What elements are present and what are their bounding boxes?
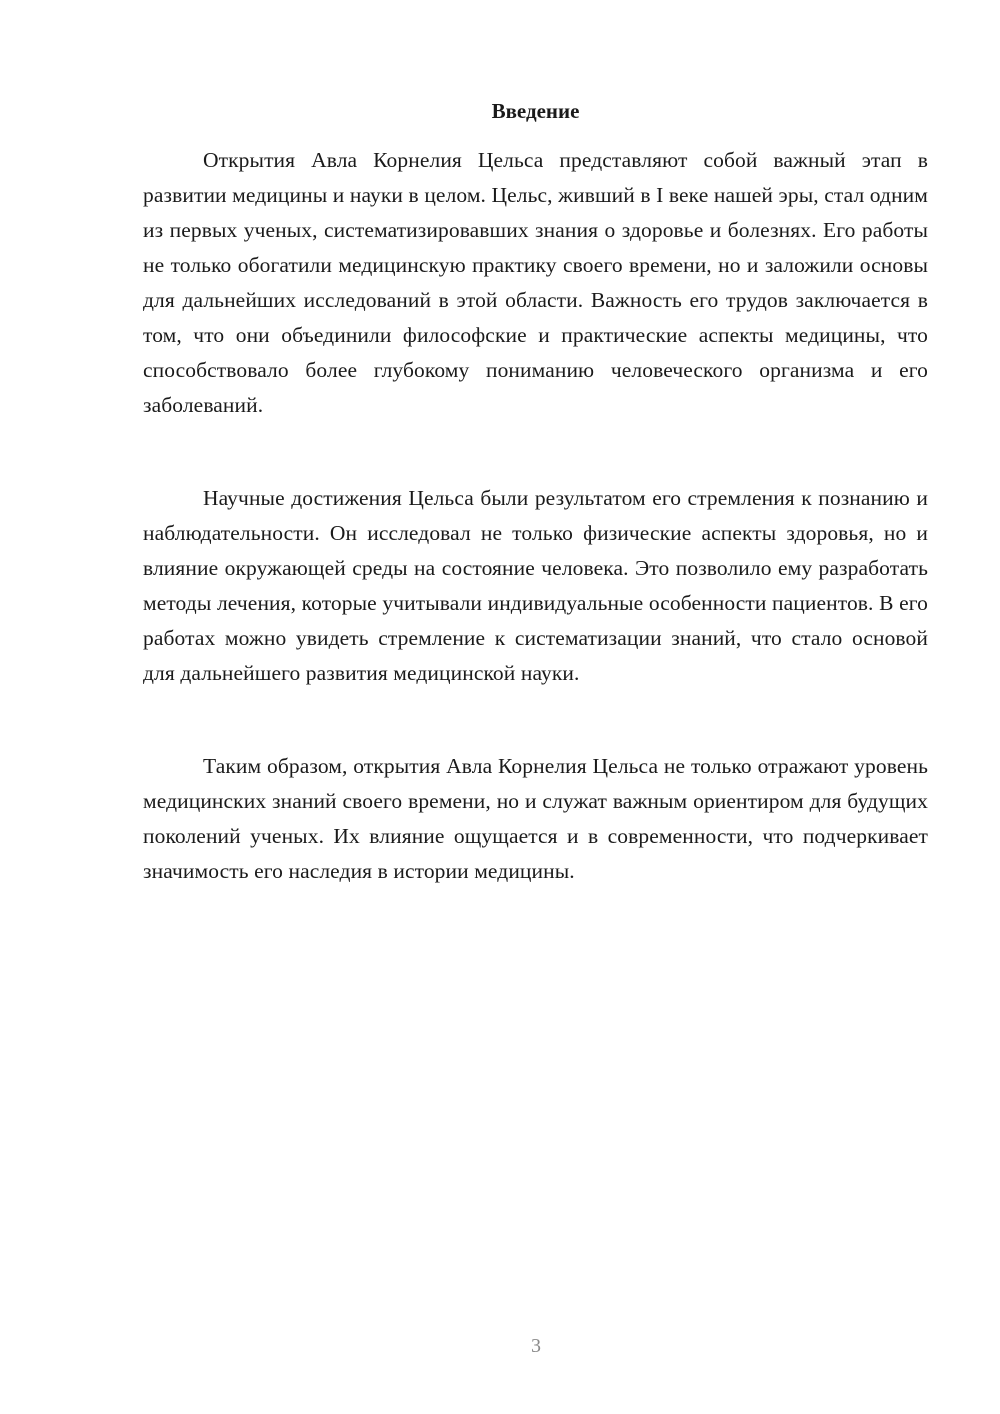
paragraph-2: Научные достижения Цельса были результатом его стремления к познанию и наблюдательности. Он исследовал не только физические аспекты здоровья, но и влияние окружающей среды на состояние человека. Это позволило ему разработать методы лечения, которые учитывали индивидуальные особенности пациентов. В его работах можно увидеть стремление к систематизации знаний, что стало основой для дальнейшего развития медицинской науки. (143, 486, 928, 685)
page-title: Введение (491, 99, 580, 123)
page-number: 3 (531, 1335, 541, 1357)
paragraph-1: Открытия Авла Корнелия Цельса представляют собой важный этап в развитии медицины и науки в целом. Цельс, живший в I веке нашей эры, стал одним из первых ученых, систематизировавших знания о здоровье и болезнях. Его работы не только обогатили медицинскую практику своего времени, но и заложили основы для дальнейших исследований в этой области. Важность его трудов заключается в том, что они объединили философские и практические аспекты медицины, что способствовало более глубокому пониманию человеческого организма и его заболеваний. (143, 148, 928, 417)
paragraph-3: Таким образом, открытия Авла Корнелия Цельса не только отражают уровень медицинских знаний своего времени, но и служат важным ориентиром для будущих поколений ученых. Их влияние ощущается и в современности, что подчеркивает значимость его наследия в истории медицины. (143, 754, 928, 883)
